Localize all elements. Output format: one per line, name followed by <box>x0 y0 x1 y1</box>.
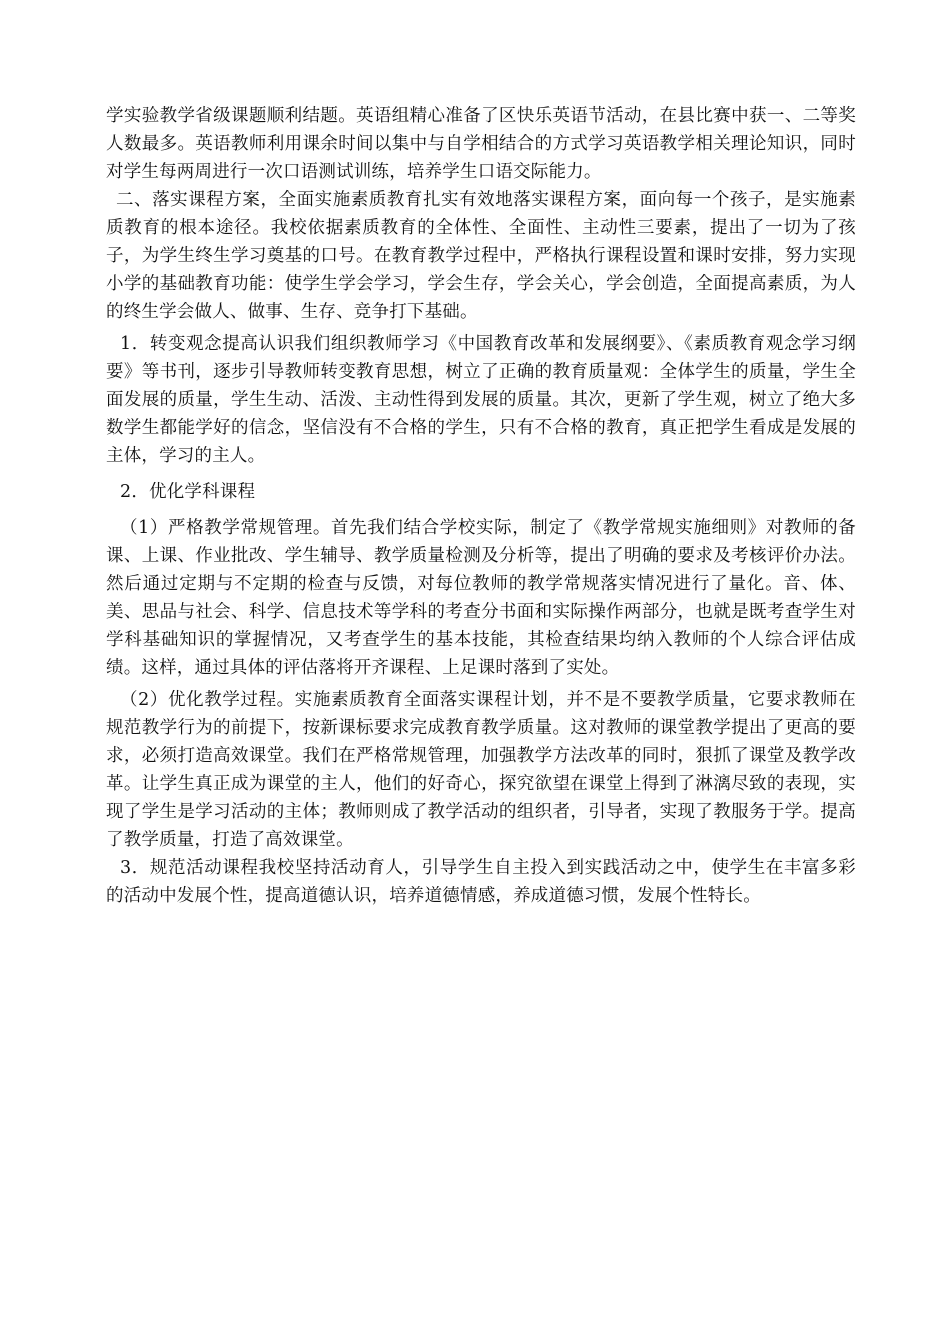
paragraph-item-one: 1．转变观念提高认识我们组织教师学习《中国教育改革和发展纲要》、《素质教育观念学习纲要》等书刊，逐步引导教师转变教育思想，树立了正确的教育质量观：全体学生的质量，学生全面发展的质量，学生生动、活泼、主动性得到发展的质量。其次，更新了学生观，树立了绝大多数学生都能学好的信念，坚信没有不合格的学生，只有不合格的教育，真正把学生看成是发展的主体，学习的主人。 <box>106 334 856 466</box>
paragraph-subitem-one: （1）严格教学常规管理。首先我们结合学校实际，制定了《教学常规实施细则》对教师的备课、上课、作业批改、学生辅导、教学质量检测及分析等，提出了明确的要求及考核评价办法。然后通过定期与不定期的检查与反馈，对每位教师的教学常规落实情况进行了量化。音、体、美、思品与社会、科学、信息技术等学科的考查分书面和实际操作两部分，也就是既考查学生对学科基础知识的掌握情况，又考查学生的基本技能，其检查结果均纳入教师的个人综合评估成绩。这样，通过具体的评估落将开齐课程、上足课时落到了实处。 <box>106 518 856 678</box>
document-body <box>106 102 856 910</box>
paragraph-item-three: 3．规范活动课程我校坚持活动育人，引导学生自主投入到实践活动之中，使学生在丰富多彩的活动中发展个性，提高道德认识，培养道德情感，养成道德习惯，发展个性特长。 <box>106 858 856 906</box>
paragraph-intro: 学实验教学省级课题顺利结题。英语组精心准备了区快乐英语节活动，在县比赛中获一、二等奖人数最多。英语教师利用课余时间以集中与自学相结合的方式学习英语教学相关理论知识，同时对学生每两周进行一次口语测试训练，培养学生口语交际能力。 <box>106 106 856 182</box>
paragraph-item-two-heading: 2．优化学科课程 <box>120 482 256 502</box>
paragraph-subitem-two: （2）优化教学过程。实施素质教育全面落实课程计划，并不是不要教学质量，它要求教师在规范教学行为的前提下，按新课标要求完成教育教学质量。这对教师的课堂教学提出了更高的要求，必须打造高效课堂。我们在严格常规管理，加强教学方法改革的同时，狠抓了课堂及教学改革。让学生真正成为课堂的主人，他们的好奇心，探究欲望在课堂上得到了淋漓尽致的表现，实现了学生是学习活动的主体；教师则成了教学活动的组织者，引导者，实现了教服务于学。提高了教学质量，打造了高效课堂。 <box>106 690 856 850</box>
paragraph-section-two: 二、落实课程方案，全面实施素质教育扎实有效地落实课程方案，面向每一个孩子，是实施素质教育的根本途径。我校依据素质教育的全体性、全面性、主动性三要素，提出了一切为了孩子，为学生终生学习奠基的口号。在教育教学过程中，严格执行课程设置和课时安排，努力实现小学的基础教育功能：使学生学会学习，学会生存，学会关心，学会创造，全面提高素质，为人的终生学会做人、做事、生存、竞争打下基础。 <box>106 190 856 322</box>
